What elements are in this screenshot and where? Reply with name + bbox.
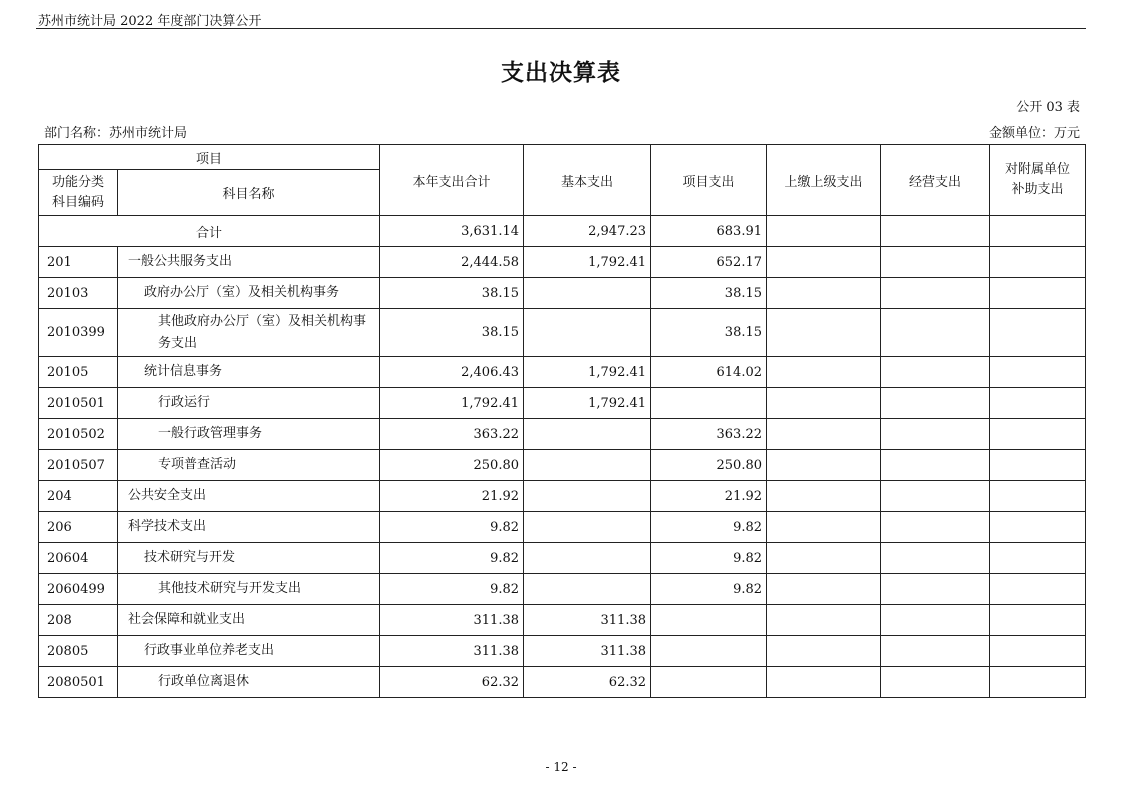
table-row (39, 388, 1086, 419)
table-row (39, 667, 1086, 698)
row-subject-name: 公共安全支出 (118, 481, 380, 512)
row-basic: 1,792.41 (524, 247, 651, 278)
row-basic (524, 278, 651, 309)
table-row (39, 247, 1086, 278)
row-project: 9.82 (651, 574, 767, 605)
row-operating (881, 605, 990, 636)
row-code: 2010507 (39, 450, 118, 481)
row-code: 2010502 (39, 419, 118, 450)
row-code: 20604 (39, 543, 118, 574)
row-total: 2,444.58 (380, 247, 524, 278)
row-upper (767, 278, 881, 309)
header-subject-name: 科目名称 (118, 170, 380, 216)
row-upper (767, 543, 881, 574)
header-subsidy: 对附属单位 补助支出 (990, 145, 1086, 216)
row-subject-name: 行政单位离退休 (118, 667, 380, 698)
row-upper (767, 309, 881, 357)
row-operating (881, 247, 990, 278)
row-subject-name: 专项普查活动 (118, 450, 380, 481)
row-total: 9.82 (380, 543, 524, 574)
row-subject-name: 行政运行 (118, 388, 380, 419)
running-header: 苏州市统计局 2022 年度部门决算公开 (38, 14, 262, 29)
row-code: 2080501 (39, 667, 118, 698)
header-func-code: 功能分类 科目编码 (39, 170, 118, 216)
row-subject-name: 科学技术支出 (118, 512, 380, 543)
row-upper (767, 357, 881, 388)
row-project: 614.02 (651, 357, 767, 388)
department-name: 部门名称：苏州市统计局 (44, 126, 188, 141)
row-code: 201 (39, 247, 118, 278)
row-basic: 62.32 (524, 667, 651, 698)
total-basic: 2,947.23 (524, 216, 651, 247)
document-title: 支出决算表 (501, 60, 621, 86)
row-subsidy (990, 247, 1086, 278)
row-operating (881, 419, 990, 450)
row-total: 62.32 (380, 667, 524, 698)
total-row (39, 216, 1086, 247)
row-upper (767, 574, 881, 605)
row-code: 2010399 (39, 309, 118, 357)
row-subject-name: 技术研究与开发 (118, 543, 380, 574)
row-basic (524, 419, 651, 450)
row-basic (524, 309, 651, 357)
table-code: 公开 03 表 (1016, 100, 1080, 115)
table-row (39, 636, 1086, 667)
row-total: 250.80 (380, 450, 524, 481)
table-row (39, 574, 1086, 605)
header-upper: 上缴上级支出 (767, 145, 881, 216)
row-basic (524, 481, 651, 512)
row-subsidy (990, 357, 1086, 388)
row-total: 21.92 (380, 481, 524, 512)
row-total: 9.82 (380, 512, 524, 543)
row-project: 250.80 (651, 450, 767, 481)
header-basic: 基本支出 (524, 145, 651, 216)
row-project (651, 388, 767, 419)
row-operating (881, 388, 990, 419)
row-code: 2060499 (39, 574, 118, 605)
row-code: 204 (39, 481, 118, 512)
row-basic (524, 574, 651, 605)
row-subject-name: 一般行政管理事务 (118, 419, 380, 450)
table-row (39, 419, 1086, 450)
total-label: 合计 (39, 216, 380, 247)
row-basic (524, 543, 651, 574)
row-total: 2,406.43 (380, 357, 524, 388)
row-upper (767, 636, 881, 667)
row-basic: 1,792.41 (524, 388, 651, 419)
row-project: 21.92 (651, 481, 767, 512)
row-project: 38.15 (651, 278, 767, 309)
row-code: 208 (39, 605, 118, 636)
row-operating (881, 574, 990, 605)
row-operating (881, 667, 990, 698)
row-subject-name: 统计信息事务 (118, 357, 380, 388)
row-subsidy (990, 388, 1086, 419)
row-subject-name: 一般公共服务支出 (118, 247, 380, 278)
row-project: 9.82 (651, 543, 767, 574)
row-operating (881, 450, 990, 481)
row-subsidy (990, 450, 1086, 481)
row-code: 2010501 (39, 388, 118, 419)
row-project: 38.15 (651, 309, 767, 357)
row-upper (767, 419, 881, 450)
row-subject-name: 其他政府办公厅（室）及相关机构事务支出 (118, 309, 380, 357)
table-row (39, 605, 1086, 636)
row-total: 9.82 (380, 574, 524, 605)
row-basic: 311.38 (524, 605, 651, 636)
row-subject-name: 行政事业单位养老支出 (118, 636, 380, 667)
table-row (39, 357, 1086, 388)
amount-unit: 金额单位：万元 (988, 126, 1080, 141)
row-operating (881, 636, 990, 667)
total-project: 683.91 (651, 216, 767, 247)
row-upper (767, 450, 881, 481)
row-subsidy (990, 419, 1086, 450)
row-subsidy (990, 543, 1086, 574)
row-total: 311.38 (380, 636, 524, 667)
row-upper (767, 388, 881, 419)
row-code: 20103 (39, 278, 118, 309)
row-total: 311.38 (380, 605, 524, 636)
table-row (39, 309, 1086, 357)
table-row (39, 481, 1086, 512)
row-code: 206 (39, 512, 118, 543)
row-basic (524, 512, 651, 543)
row-subsidy (990, 667, 1086, 698)
row-subject-name: 政府办公厅（室）及相关机构事务 (118, 278, 380, 309)
row-project: 363.22 (651, 419, 767, 450)
table-row (39, 512, 1086, 543)
row-subsidy (990, 605, 1086, 636)
expenditure-table (38, 144, 1086, 698)
row-operating (881, 278, 990, 309)
table-row (39, 543, 1086, 574)
row-project: 652.17 (651, 247, 767, 278)
table-row (39, 278, 1086, 309)
header-project: 项目支出 (651, 145, 767, 216)
row-basic: 311.38 (524, 636, 651, 667)
row-subject-name: 社会保障和就业支出 (118, 605, 380, 636)
row-project (651, 605, 767, 636)
total-total: 3,631.14 (380, 216, 524, 247)
row-upper (767, 667, 881, 698)
row-subsidy (990, 481, 1086, 512)
row-subsidy (990, 309, 1086, 357)
row-upper (767, 605, 881, 636)
row-project: 9.82 (651, 512, 767, 543)
row-operating (881, 512, 990, 543)
page-number: - 12 - (545, 760, 577, 774)
row-total: 1,792.41 (380, 388, 524, 419)
row-total: 363.22 (380, 419, 524, 450)
row-subsidy (990, 512, 1086, 543)
row-code: 20805 (39, 636, 118, 667)
row-project (651, 636, 767, 667)
header-total: 本年支出合计 (380, 145, 524, 216)
total-subsidy (990, 216, 1086, 247)
row-basic (524, 450, 651, 481)
total-upper (767, 216, 881, 247)
row-subsidy (990, 636, 1086, 667)
row-operating (881, 481, 990, 512)
header-item: 项目 (39, 145, 380, 170)
header-operating: 经营支出 (881, 145, 990, 216)
row-total: 38.15 (380, 309, 524, 357)
header-divider (36, 28, 1086, 29)
row-upper (767, 512, 881, 543)
row-subsidy (990, 278, 1086, 309)
row-subsidy (990, 574, 1086, 605)
row-basic: 1,792.41 (524, 357, 651, 388)
row-subject-name: 其他技术研究与开发支出 (118, 574, 380, 605)
table-row (39, 450, 1086, 481)
total-operating (881, 216, 990, 247)
row-upper (767, 481, 881, 512)
row-operating (881, 543, 990, 574)
row-upper (767, 247, 881, 278)
row-project (651, 667, 767, 698)
row-code: 20105 (39, 357, 118, 388)
row-operating (881, 357, 990, 388)
row-operating (881, 309, 990, 357)
row-total: 38.15 (380, 278, 524, 309)
